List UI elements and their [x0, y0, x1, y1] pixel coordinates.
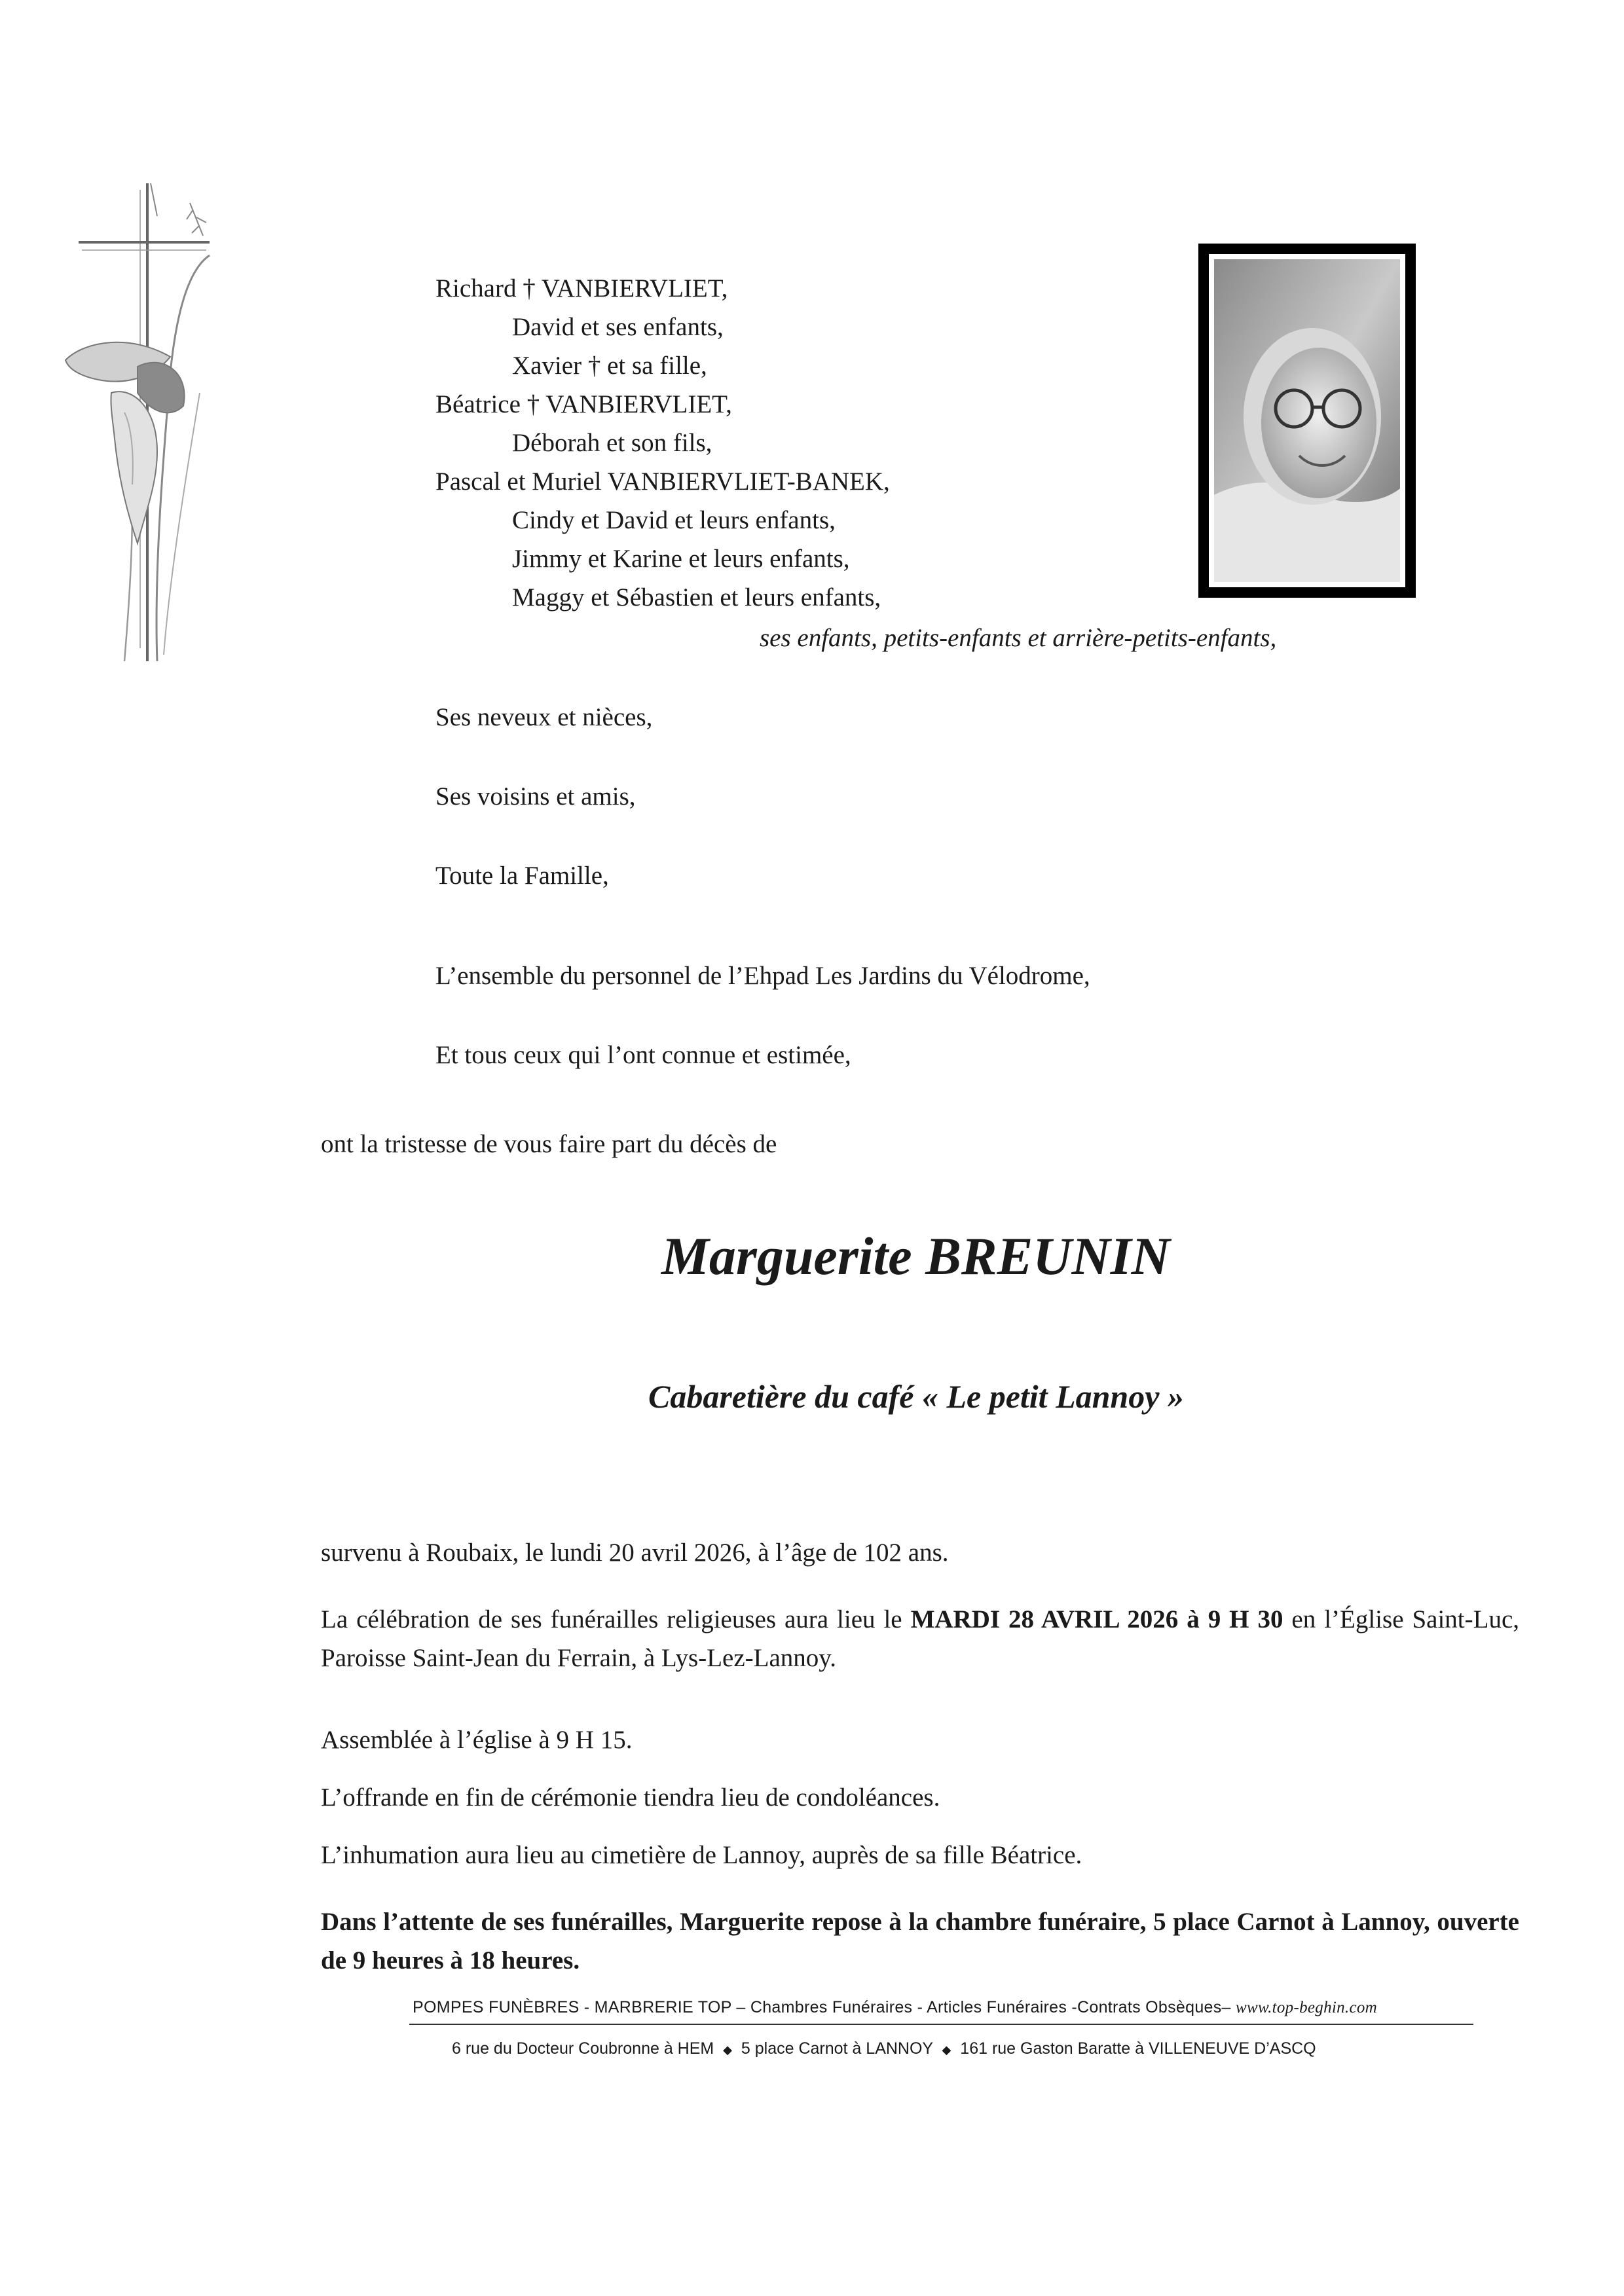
footer-website: www.top-beghin.com	[1236, 1999, 1378, 2016]
others-line: L’ensemble du personnel de l’Ehpad Les Jardins du Vélodrome,	[435, 962, 1090, 990]
footer-company-text: POMPES FUNÈBRES - MARBRERIE TOP – Chambres Funéraires - Articles Funéraires -Contrats Obsèques–	[413, 1998, 1231, 2016]
footer-company	[413, 1998, 1377, 2017]
footer-address: 161 rue Gaston Baratte à VILLENEUVE D’ASCQ	[960, 2039, 1316, 2058]
footer-address: 6 rue du Docteur Coubronne à HEM	[452, 2039, 714, 2058]
funeral-home-notice: Dans l’attente de ses funérailles, Marguerite repose à la chambre funéraire, 5 place Carnot à Lannoy, ouverte de 9 heures à 18 heures.	[321, 1908, 1519, 1975]
ceremony-text-start: La célébration de ses funérailles religieuses aura lieu le	[321, 1605, 911, 1633]
ceremony-text-end: en l’Église Saint-Luc, Paroisse Saint-Jean du Ferrain, à Lys-Lez-Lannoy.	[321, 1605, 1520, 1672]
family-line: Jimmy et Karine et leurs enfants,	[512, 545, 850, 573]
family-line: Cindy et David et leurs enfants,	[512, 506, 836, 534]
portrait-photo	[1214, 259, 1400, 582]
ceremony-paragraph	[321, 1600, 1519, 1677]
offering-line: L’offrande en fin de cérémonie tiendra lieu de condoléances.	[321, 1783, 940, 1812]
others-line: Ses neveux et nièces,	[435, 703, 653, 731]
cross-lily-illustration	[59, 177, 229, 674]
family-line: Pascal et Muriel VANBIERVLIET-BANEK,	[435, 467, 890, 496]
death-details: survenu à Roubaix, le lundi 20 avril 2026, à l’âge de 102 ans.	[321, 1539, 949, 1567]
others-line: Toute la Famille,	[435, 862, 609, 890]
deceased-name: Marguerite BREUNIN	[661, 1226, 1170, 1286]
others-line: Ses voisins et amis,	[435, 782, 636, 811]
footer-addresses	[452, 2039, 1316, 2058]
others-line: Et tous ceux qui l’ont connue et estimée,	[435, 1041, 851, 1069]
family-line: Xavier † et sa fille,	[512, 352, 707, 380]
family-line: Déborah et son fils,	[512, 429, 712, 457]
portrait-frame	[1198, 244, 1416, 598]
ceremony-date: MARDI 28 AVRIL 2026 à 9 H 30	[910, 1605, 1283, 1633]
family-summary: ses enfants, petits-enfants et arrière-petits-enfants,	[760, 624, 1277, 652]
announcement: ont la tristesse de vous faire part du décès de	[321, 1130, 777, 1158]
diamond-separator-icon: ◆	[723, 2043, 732, 2056]
family-line: Richard † VANBIERVLIET,	[435, 274, 728, 302]
burial-line: L’inhumation aura lieu au cimetière de Lannoy, auprès de sa fille Béatrice.	[321, 1841, 1082, 1869]
diamond-separator-icon: ◆	[942, 2043, 951, 2056]
portrait-mat	[1209, 254, 1405, 587]
deceased-description: Cabaretière du café « Le petit Lannoy »	[648, 1378, 1184, 1415]
footer-address: 5 place Carnot à LANNOY	[741, 2039, 933, 2058]
family-line: David et ses enfants,	[512, 313, 724, 341]
assembly-line: Assemblée à l’église à 9 H 15.	[321, 1726, 633, 1754]
family-line: Maggy et Sébastien et leurs enfants,	[512, 583, 881, 611]
footer-rule	[409, 2024, 1473, 2025]
family-line: Béatrice † VANBIERVLIET,	[435, 390, 732, 418]
